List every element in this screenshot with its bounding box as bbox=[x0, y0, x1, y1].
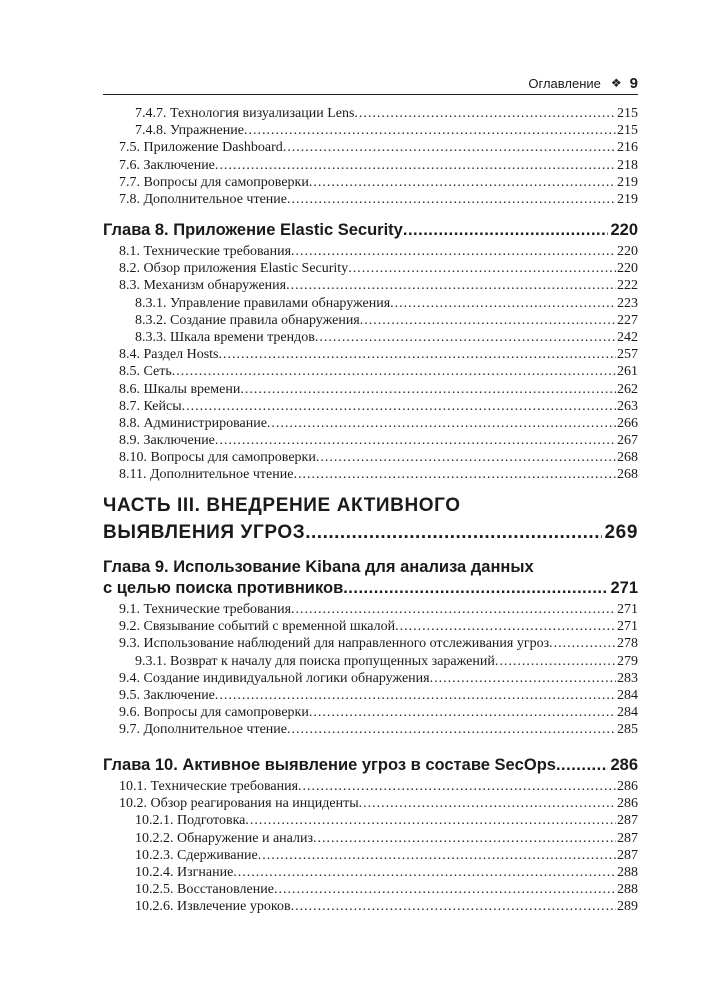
entry-page: 216 bbox=[617, 140, 638, 156]
dot-leader bbox=[395, 618, 616, 635]
entry-title: 9.3.1. Возврат к началу для поиска пропущенных заражений bbox=[135, 653, 495, 669]
dot-leader bbox=[313, 830, 616, 847]
toc-entry[interactable] bbox=[103, 381, 638, 398]
entry-title: 8.6. Шкалы времени bbox=[119, 381, 241, 397]
entry-page: 283 bbox=[617, 670, 638, 686]
entry-page: 268 bbox=[617, 467, 638, 483]
entry-page: 271 bbox=[617, 602, 638, 617]
entry-page: 262 bbox=[617, 381, 638, 397]
entry-title: 8.10. Вопросы для самопроверки bbox=[119, 450, 316, 466]
entry-page: 257 bbox=[617, 347, 638, 363]
entry-page: 287 bbox=[617, 813, 638, 829]
chapter-title: Глава 8. Приложение Elastic Security bbox=[103, 221, 403, 239]
toc-entry[interactable] bbox=[103, 601, 638, 618]
entry-page: 242 bbox=[617, 329, 638, 345]
part-page: 269 bbox=[604, 522, 638, 543]
entry-title: 10.1. Технические требования bbox=[119, 779, 299, 794]
part-title: ВЫЯВЛЕНИЯ УГРОЗ bbox=[103, 522, 306, 543]
entry-page: 271 bbox=[617, 619, 638, 635]
entry-page: 268 bbox=[617, 450, 638, 466]
toc-entry[interactable] bbox=[103, 812, 638, 829]
dot-leader bbox=[309, 704, 616, 721]
dot-leader bbox=[240, 381, 616, 398]
entry-page: 220 bbox=[617, 244, 638, 259]
dot-leader bbox=[298, 778, 616, 795]
part-section bbox=[103, 492, 638, 546]
toc-entry[interactable] bbox=[103, 277, 638, 294]
entry-page: 227 bbox=[617, 312, 638, 328]
entry-title: 8.9. Заключение bbox=[119, 433, 215, 449]
dot-leader bbox=[549, 635, 616, 652]
chapter-section bbox=[103, 755, 638, 916]
entry-page: 215 bbox=[617, 123, 638, 139]
dot-leader bbox=[309, 174, 616, 191]
toc-entry[interactable] bbox=[103, 635, 638, 652]
toc-entry[interactable] bbox=[103, 881, 638, 898]
entry-title: 9.7. Дополнительное чтение bbox=[119, 722, 287, 738]
entry-page: 285 bbox=[617, 722, 638, 738]
toc-entry[interactable] bbox=[103, 174, 638, 191]
entry-title: 8.3.1. Управление правилами обнаружения bbox=[135, 295, 391, 311]
dot-leader bbox=[219, 346, 617, 363]
entry-title: 7.5. Приложение Dashboard bbox=[119, 140, 283, 156]
entry-title: 10.2.5. Восстановление bbox=[135, 882, 274, 898]
entry-title: 8.8. Администрирование bbox=[119, 415, 267, 431]
dot-leader bbox=[215, 687, 616, 704]
dot-leader bbox=[315, 329, 616, 346]
dot-leader bbox=[215, 432, 616, 449]
entry-title: 8.2. Обзор приложения Elastic Security bbox=[119, 261, 349, 277]
toc-entry[interactable] bbox=[103, 157, 638, 174]
toc-entry[interactable] bbox=[103, 260, 638, 277]
dot-leader bbox=[316, 449, 616, 466]
chapter-heading[interactable] bbox=[103, 220, 638, 241]
entry-page: 215 bbox=[617, 106, 638, 121]
dot-leader bbox=[305, 519, 602, 546]
toc-entry[interactable] bbox=[103, 864, 638, 881]
dot-leader bbox=[291, 601, 616, 618]
entry-page: 288 bbox=[617, 864, 638, 880]
dot-leader bbox=[343, 578, 608, 599]
ornament-icon: ❖ bbox=[610, 76, 622, 90]
part-heading[interactable] bbox=[103, 519, 638, 546]
dot-leader bbox=[244, 122, 616, 139]
toc-entry[interactable] bbox=[103, 243, 638, 260]
part-title-line: ЧАСТЬ III. ВНЕДРЕНИЕ АКТИВНОГО bbox=[103, 495, 461, 516]
dot-leader bbox=[274, 881, 616, 898]
chapter-page: 220 bbox=[610, 221, 638, 239]
chapter-page: 271 bbox=[610, 579, 638, 597]
dot-leader bbox=[245, 812, 616, 829]
entry-page: 219 bbox=[617, 174, 638, 190]
toc-entry[interactable] bbox=[103, 847, 638, 864]
page-number: 9 bbox=[629, 74, 638, 92]
entry-title: 8.5. Сеть bbox=[119, 364, 172, 380]
chapter-page: 286 bbox=[610, 756, 638, 774]
chapter-heading[interactable] bbox=[103, 578, 638, 599]
toc-section bbox=[103, 105, 638, 208]
entry-title: 9.2. Связывание событий с временной шкалой bbox=[119, 619, 396, 635]
entry-page: 289 bbox=[617, 899, 638, 915]
entry-title: 7.7. Вопросы для самопроверки bbox=[119, 174, 309, 190]
entry-page: 218 bbox=[617, 157, 638, 173]
entry-title: 10.2.2. Обнаружение и анализ bbox=[135, 830, 314, 846]
toc-entry[interactable] bbox=[103, 122, 638, 139]
toc-entry[interactable] bbox=[103, 795, 638, 812]
chapter-section bbox=[103, 557, 638, 739]
dot-leader bbox=[258, 847, 616, 864]
entry-title: 10.2.3. Сдерживание bbox=[135, 847, 258, 863]
entry-page: 278 bbox=[617, 636, 638, 652]
dot-leader bbox=[172, 363, 616, 380]
dot-leader bbox=[430, 670, 616, 687]
entry-title: 7.4.8. Упражнение bbox=[135, 123, 244, 139]
toc-entry[interactable] bbox=[103, 830, 638, 847]
entry-page: 222 bbox=[617, 278, 638, 294]
entry-title: 9.3. Использование наблюдений для направленного отслеживания угроз bbox=[119, 636, 550, 652]
entry-page: 220 bbox=[617, 261, 638, 277]
toc-entry[interactable] bbox=[103, 670, 638, 687]
toc-entry[interactable] bbox=[103, 449, 638, 466]
entry-page: 219 bbox=[617, 191, 638, 207]
dot-leader bbox=[403, 220, 609, 241]
toc-entry[interactable] bbox=[103, 105, 638, 122]
toc-entry[interactable] bbox=[103, 398, 638, 415]
entry-title: 8.3. Механизм обнаружения bbox=[119, 278, 287, 294]
toc-entry[interactable] bbox=[103, 312, 638, 329]
dot-leader bbox=[354, 105, 616, 122]
entry-page: 287 bbox=[617, 847, 638, 863]
running-header bbox=[103, 72, 638, 95]
entry-page: 223 bbox=[617, 295, 638, 311]
dot-leader bbox=[233, 864, 616, 881]
toc-entry[interactable] bbox=[103, 295, 638, 312]
entry-page: 263 bbox=[617, 398, 638, 414]
toc-entry[interactable] bbox=[103, 778, 638, 795]
toc-entry[interactable] bbox=[103, 653, 638, 670]
dot-leader bbox=[287, 191, 616, 208]
toc-entry[interactable] bbox=[103, 329, 638, 346]
toc-entry[interactable] bbox=[103, 466, 638, 483]
dot-leader bbox=[495, 653, 616, 670]
entry-title: 10.2. Обзор реагирования на инциденты bbox=[119, 796, 359, 812]
entry-title: 9.4. Создание индивидуальной логики обнаружения bbox=[119, 670, 430, 686]
entry-title: 9.1. Технические требования bbox=[119, 602, 292, 617]
entry-page: 287 bbox=[617, 830, 638, 846]
entry-page: 266 bbox=[617, 415, 638, 431]
dot-leader bbox=[293, 466, 616, 483]
entry-title: 7.4.7. Технология визуализации Lens bbox=[135, 106, 355, 121]
entry-title: 8.3.3. Шкала времени трендов bbox=[135, 329, 315, 345]
toc-entry[interactable] bbox=[103, 704, 638, 721]
dot-leader bbox=[360, 312, 616, 329]
entry-page: 284 bbox=[617, 687, 638, 703]
toc-entry[interactable] bbox=[103, 139, 638, 156]
entry-title: 7.8. Дополнительное чтение bbox=[119, 191, 287, 207]
dot-leader bbox=[267, 415, 616, 432]
chapter-title: с целью поиска противников bbox=[103, 579, 344, 597]
entry-title: 10.2.6. Извлечение уроков bbox=[135, 899, 291, 915]
dot-leader bbox=[390, 295, 616, 312]
toc-entry[interactable] bbox=[103, 432, 638, 449]
entry-title: 9.6. Вопросы для самопроверки bbox=[119, 705, 309, 721]
entry-page: 288 bbox=[617, 882, 638, 898]
entry-page: 267 bbox=[617, 433, 638, 449]
toc-entry[interactable] bbox=[103, 415, 638, 432]
entry-title: 8.3.2. Создание правила обнаружения bbox=[135, 312, 360, 328]
dot-leader bbox=[359, 795, 616, 812]
chapter-section bbox=[103, 220, 638, 484]
entry-page: 279 bbox=[617, 653, 638, 669]
entry-title: 8.1. Технические требования bbox=[119, 244, 292, 259]
toc-entry[interactable] bbox=[103, 687, 638, 704]
entry-title: 8.4. Раздел Hosts bbox=[119, 347, 219, 363]
entry-title: 9.5. Заключение bbox=[119, 687, 215, 703]
chapter-title: Глава 10. Активное выявление угроз в составе SecOps bbox=[103, 756, 556, 774]
dot-leader bbox=[286, 277, 616, 294]
toc-entry[interactable] bbox=[103, 898, 638, 915]
dot-leader bbox=[182, 398, 616, 415]
entry-title: 8.11. Дополнительное чтение bbox=[119, 467, 294, 483]
entry-title: 10.2.4. Изгнание bbox=[135, 864, 234, 880]
dot-leader bbox=[287, 721, 616, 738]
chapter-title-line: Глава 9. Использование Kibana для анализа данных bbox=[103, 558, 534, 576]
entry-page: 286 bbox=[617, 796, 638, 812]
dot-leader bbox=[291, 243, 616, 260]
entry-page: 286 bbox=[617, 779, 638, 794]
toc-entry[interactable] bbox=[103, 618, 638, 635]
entry-title: 8.7. Кейсы bbox=[119, 398, 182, 414]
entry-title: 7.6. Заключение bbox=[119, 157, 215, 173]
toc-entry[interactable] bbox=[103, 346, 638, 363]
dot-leader bbox=[291, 898, 616, 915]
chapter-heading[interactable] bbox=[103, 755, 638, 776]
entry-page: 261 bbox=[617, 364, 638, 380]
dot-leader bbox=[283, 139, 616, 156]
entry-page: 284 bbox=[617, 705, 638, 721]
entry-title: 10.2.1. Подготовка bbox=[135, 813, 246, 829]
toc-entry[interactable] bbox=[103, 721, 638, 738]
dot-leader bbox=[348, 260, 616, 277]
header-section-title: Оглавление bbox=[528, 75, 601, 91]
toc-entry[interactable] bbox=[103, 363, 638, 380]
toc-entry[interactable] bbox=[103, 191, 638, 208]
dot-leader bbox=[556, 755, 609, 776]
dot-leader bbox=[215, 157, 616, 174]
